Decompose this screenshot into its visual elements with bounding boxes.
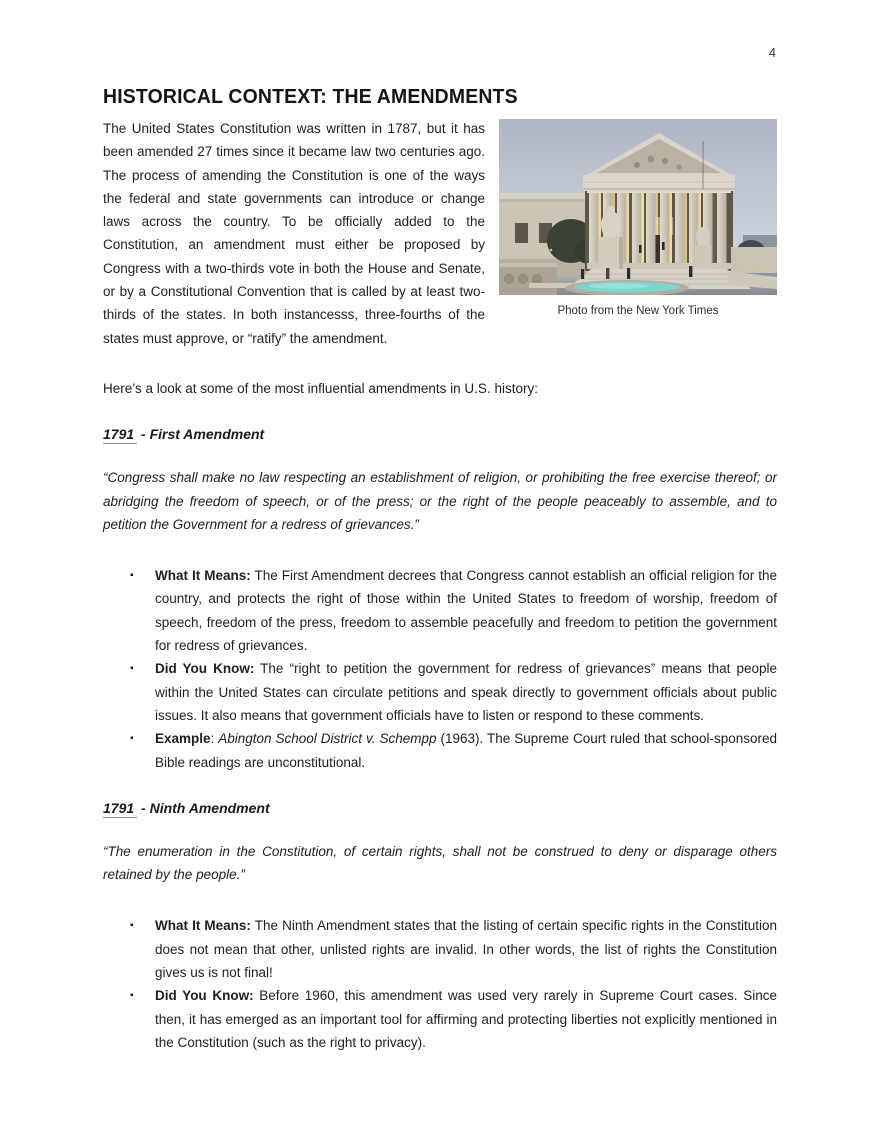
section-year: 1791 — [103, 426, 137, 444]
case-name: Abington School District v. Schempp — [218, 731, 437, 747]
bullet-what-it-means — [130, 914, 777, 984]
bullet-label: Did You Know: — [155, 988, 254, 1004]
bullet-label: What It Means: — [155, 568, 251, 584]
bullet-label: What It Means: — [155, 918, 251, 934]
supreme-court-photo — [499, 119, 777, 295]
intro-paragraph: The United States Constitution was written in 1787, but it has been amended 27 times since it became law two centuries ago. The process of amending the Constitution is one of the ways the federal and state governments can introduce or change laws across the country. To be officially added to the Constitution, an amendment must either be proposed by Congress with a two-thirds vote in both the House and Senate, or by a Constitutional Convention that is called by at least two-thirds of the states. In both instancesss, three-fourths of the states must approve, or “ratify” the amendment. — [103, 121, 485, 346]
first-amendment-quote: “Congress shall make no law respecting an establishment of religion, or prohibiting the free exercise thereof; or abridging the freedom of speech, or of the press; or the right of the people peaceably to assemble, and to petition the Government for a redress of grievances.” — [103, 470, 777, 532]
page-number: 4 — [768, 45, 776, 60]
bullet-label: Example — [155, 731, 211, 747]
bullet-example — [130, 727, 777, 774]
supreme-court-photo-figure — [499, 119, 777, 318]
bullet-text: The First Amendment decrees that Congress cannot establish an official religion for the country, and protects the right of those within the United States to freedom of worship, freedom of speech, freedom of the press, freedom to assemble peacefully and freedom to petition the government for redress of grievances. — [155, 568, 777, 654]
ninth-amendment-quote: “The enumeration in the Constitution, of certain rights, shall not be construed to deny or disparage others retained by the people.” — [103, 843, 777, 883]
bullet-text: Before 1960, this amendment was used very rarely in Supreme Court cases. Since then, it has emerged as an important tool for affirming and protecting liberties not explicitly mentioned in the Constitution (such as the right to privacy). — [155, 988, 777, 1050]
bullet-text: The Ninth Amendment states that the listing of certain specific rights in the Constitution does not mean that other, unlisted rights are invalid. In other words, the list of rights the Constitution gives us is not final! — [155, 918, 777, 981]
ninth-amendment-bullets — [103, 914, 777, 1054]
bullet-text: (1963). The Supreme Court ruled that school-sponsored Bible readings are unconstitutional. — [155, 731, 777, 770]
photo-caption: Photo from the New York Times — [557, 305, 719, 317]
section-heading-first-amendment — [103, 425, 777, 443]
lead-paragraph: Here’s a look at some of the most influential amendments in U.S. history: — [103, 380, 538, 396]
bullet-did-you-know — [130, 657, 777, 727]
bullet-did-you-know — [130, 984, 777, 1054]
page-title: HISTORICAL CONTEXT: THE AMENDMENTS — [103, 86, 518, 108]
section-title: - First Amendment — [137, 426, 265, 443]
section-heading-ninth-amendment — [103, 799, 777, 817]
first-amendment-bullets — [103, 564, 777, 774]
bullet-text: The “right to petition the government for redress of grievances” means that people within the United States can circulate petitions and speak directly to government officials about public issues. It also means that government officials have to listen or respond to these comments. — [155, 661, 777, 723]
intro-section — [103, 117, 777, 350]
section-title: - Ninth Amendment — [137, 799, 270, 816]
bullet-label: Did You Know: — [155, 661, 255, 677]
section-year: 1791 — [103, 800, 137, 818]
bullet-colon: : — [210, 731, 219, 747]
bullet-what-it-means — [130, 564, 777, 657]
